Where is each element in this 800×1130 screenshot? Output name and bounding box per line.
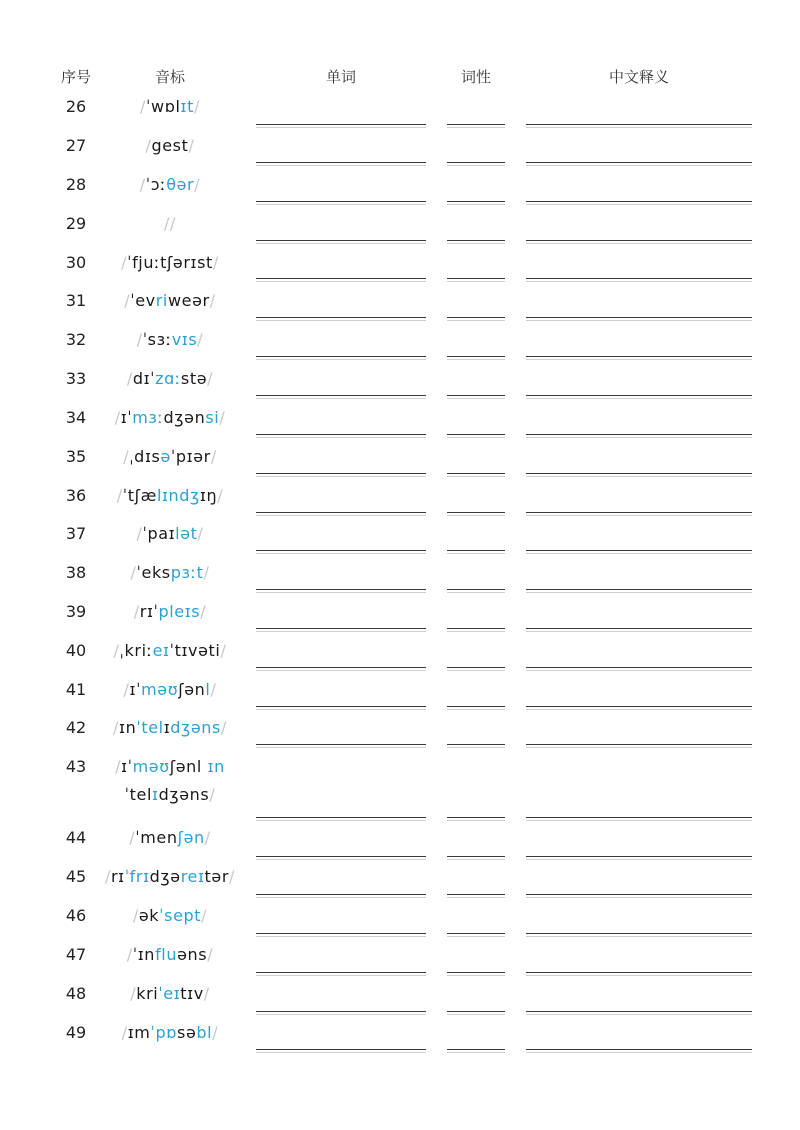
phonetic-highlight: lət [175, 524, 198, 543]
phonetic-segment: ˈtɪvəti [169, 641, 221, 660]
phonetic-cell [80, 486, 260, 505]
word-answer-line[interactable] [256, 356, 426, 357]
slash-close: / [210, 447, 217, 466]
phonetic-cell [80, 641, 260, 660]
pos-answer-line[interactable] [447, 628, 505, 629]
slash-close: / [212, 1023, 219, 1042]
pos-answer-line[interactable] [447, 512, 505, 513]
pos-answer-line[interactable] [447, 667, 505, 668]
slash-open: / [136, 330, 143, 349]
word-answer-line[interactable] [256, 434, 426, 435]
phonetic-segment: ˈev [130, 291, 156, 310]
phonetic-segment: ɪŋ [199, 486, 218, 505]
phonetic-highlight: θər [166, 175, 195, 194]
phonetic-segment: ˈwɒl [146, 97, 181, 116]
phonetic-highlight: ri [155, 291, 168, 310]
phonetic-segment: rɪ [110, 867, 125, 886]
slash-open: / [124, 291, 131, 310]
word-answer-line[interactable] [256, 124, 426, 125]
word-answer-line[interactable] [256, 589, 426, 590]
slash-open: / [123, 680, 130, 699]
phonetic-segment: sə [177, 1023, 197, 1042]
phonetic-cell [80, 291, 260, 310]
header-word: 单词 [325, 68, 357, 86]
slash-close: / [207, 945, 214, 964]
slash-open: / [132, 906, 139, 925]
slash-close: / [200, 602, 207, 621]
phonetic-segment: rɪˈ [139, 602, 159, 621]
meaning-answer-line[interactable] [526, 512, 752, 513]
pos-answer-line[interactable] [447, 1049, 505, 1050]
word-answer-line[interactable] [256, 317, 426, 318]
phonetic-segment: ˈtel [124, 785, 153, 804]
phonetic-highlight: ɪn [207, 757, 225, 776]
row-number: 47 [65, 945, 87, 964]
pos-answer-line[interactable] [447, 550, 505, 551]
row-number: 44 [65, 828, 87, 847]
pos-answer-line[interactable] [447, 473, 505, 474]
phonetic-segment: ˈpɪər [170, 447, 211, 466]
phonetic-highlight: ʃən [177, 828, 205, 847]
meaning-answer-line[interactable] [526, 473, 752, 474]
pos-answer-line[interactable] [447, 972, 505, 973]
phonetic-segment: ʃənl [169, 757, 208, 776]
phonetic-highlight: flu [155, 945, 178, 964]
phonetic-continuation [80, 785, 260, 804]
phonetic-highlight: ɪt [180, 97, 194, 116]
word-answer-line[interactable] [256, 894, 426, 895]
row-number: 26 [65, 97, 87, 116]
word-answer-line[interactable] [256, 240, 426, 241]
slash-open: / [113, 718, 120, 737]
phonetic-cell [80, 1023, 260, 1042]
word-answer-line[interactable] [256, 706, 426, 707]
phonetic-segment: stə [180, 369, 208, 388]
pos-answer-line[interactable] [447, 356, 505, 357]
pos-answer-line[interactable] [447, 240, 505, 241]
slash-open: / [164, 214, 170, 233]
word-answer-line[interactable] [256, 744, 426, 745]
phonetic-highlight: ˈtel [136, 718, 164, 737]
word-answer-line[interactable] [256, 550, 426, 551]
phonetic-segment: ˈeks [136, 563, 171, 582]
slash-open: / [126, 369, 133, 388]
slash-open: / [139, 175, 146, 194]
row-number: 41 [65, 680, 87, 699]
slash-open: / [113, 641, 120, 660]
pos-answer-line[interactable] [447, 201, 505, 202]
slash-close: / [197, 524, 204, 543]
word-answer-line[interactable] [256, 512, 426, 513]
meaning-answer-line[interactable] [526, 317, 752, 318]
phonetic-highlight: pleɪs [158, 602, 201, 621]
meaning-answer-line[interactable] [526, 434, 752, 435]
phonetic-segment: ˈɔː [145, 175, 167, 194]
phonetic-cell [80, 906, 260, 925]
phonetic-highlight: məʊ [141, 680, 179, 699]
phonetic-cell [80, 369, 260, 388]
slash-close: / [197, 330, 204, 349]
word-answer-line[interactable] [256, 667, 426, 668]
slash-open: / [104, 867, 111, 886]
meaning-answer-line[interactable] [526, 667, 752, 668]
phonetic-highlight: ˈsept [159, 906, 202, 925]
word-answer-line[interactable] [256, 1049, 426, 1050]
meaning-answer-line[interactable] [526, 395, 752, 396]
meaning-answer-line[interactable] [526, 162, 752, 163]
slash-close: / [201, 906, 208, 925]
phonetic-cell [80, 214, 260, 233]
phonetic-segment: tɪv [180, 984, 204, 1003]
phonetic-segment: əns [177, 945, 208, 964]
phonetic-cell [80, 945, 260, 964]
slash-open: / [121, 1023, 128, 1042]
pos-answer-line[interactable] [447, 278, 505, 279]
row-number: 36 [65, 486, 87, 505]
phonetic-highlight: lɪndʒ [156, 486, 200, 505]
phonetic-segment: tər [204, 867, 230, 886]
phonetic-cell [80, 718, 260, 737]
word-answer-line[interactable] [256, 473, 426, 474]
phonetic-segment: ɪˈ [121, 757, 133, 776]
phonetic-cell [80, 408, 260, 427]
slash-open: / [133, 602, 140, 621]
phonetic-segment: ˈpaɪ [142, 524, 176, 543]
slash-open: / [140, 97, 147, 116]
meaning-answer-line[interactable] [526, 550, 752, 551]
slash-close: / [204, 828, 211, 847]
pos-answer-line[interactable] [447, 933, 505, 934]
phonetic-highlight: ˈeɪ [158, 984, 181, 1003]
slash-open: / [116, 486, 123, 505]
header-chinese-meaning: 中文释义 [608, 68, 670, 86]
phonetic-segment: ˈɪn [132, 945, 156, 964]
phonetic-segment: ɪ [163, 718, 171, 737]
slash-close: / [217, 486, 224, 505]
slash-open: / [130, 984, 137, 1003]
meaning-answer-line[interactable] [526, 589, 752, 590]
phonetic-segment: ˈmen [135, 828, 178, 847]
phonetic-segment: ˈsɜː [142, 330, 172, 349]
meaning-answer-line[interactable] [526, 817, 752, 818]
phonetic-segment: ək [138, 906, 160, 925]
word-answer-line[interactable] [256, 933, 426, 934]
row-number: 31 [65, 291, 87, 310]
phonetic-cell [80, 984, 260, 1003]
meaning-answer-line[interactable] [526, 894, 752, 895]
word-answer-line[interactable] [256, 628, 426, 629]
meaning-answer-line[interactable] [526, 933, 752, 934]
phonetic-cell [80, 524, 260, 543]
word-answer-line[interactable] [256, 1011, 426, 1012]
slash-open: / [145, 136, 152, 155]
phonetic-highlight: ˈpɒ [150, 1023, 178, 1042]
slash-open: / [130, 563, 137, 582]
phonetic-cell [80, 563, 260, 582]
pos-answer-line[interactable] [447, 706, 505, 707]
slash-open: / [115, 757, 122, 776]
meaning-answer-line[interactable] [526, 972, 752, 973]
row-number: 42 [65, 718, 87, 737]
row-number: 32 [65, 330, 87, 349]
slash-close: / [203, 984, 210, 1003]
phonetic-segment: ʃən [178, 680, 206, 699]
row-number: 29 [65, 214, 87, 233]
phonetic-segment: dɪˈ [132, 369, 156, 388]
slash-close: / [212, 253, 219, 272]
slash-open: / [114, 408, 121, 427]
slash-open: / [126, 945, 133, 964]
phonetic-highlight: məʊ [132, 757, 170, 776]
pos-answer-line[interactable] [447, 894, 505, 895]
word-answer-line[interactable] [256, 201, 426, 202]
pos-answer-line[interactable] [447, 589, 505, 590]
phonetic-segment: ɪˈ [120, 408, 133, 427]
phonetic-segment: dʒəns [158, 785, 210, 804]
word-answer-line[interactable] [256, 817, 426, 818]
meaning-answer-line[interactable] [526, 628, 752, 629]
pos-answer-line[interactable] [447, 1011, 505, 1012]
word-answer-line[interactable] [256, 395, 426, 396]
row-number: 38 [65, 563, 87, 582]
meaning-answer-line[interactable] [526, 706, 752, 707]
header-number: 序号 [60, 68, 92, 86]
meaning-answer-line[interactable] [526, 201, 752, 202]
meaning-answer-line[interactable] [526, 124, 752, 125]
pos-answer-line[interactable] [447, 317, 505, 318]
slash-close: / [220, 641, 227, 660]
phonetic-segment: ˈtʃæ [122, 486, 157, 505]
slash-close: / [194, 175, 201, 194]
meaning-answer-line[interactable] [526, 240, 752, 241]
row-number: 28 [65, 175, 87, 194]
phonetic-cell [80, 867, 260, 886]
row-number: 40 [65, 641, 87, 660]
phonetic-segment: kri [136, 984, 159, 1003]
header-part-of-speech: 词性 [460, 68, 492, 86]
row-number: 34 [65, 408, 87, 427]
row-number: 43 [65, 757, 87, 776]
phonetic-segment: ˌkriː [119, 641, 153, 660]
row-number: 46 [65, 906, 87, 925]
pos-answer-line[interactable] [447, 395, 505, 396]
phonetic-segment: dʒən [163, 408, 206, 427]
slash-open: / [121, 253, 128, 272]
phonetic-segment: ɪn [119, 718, 137, 737]
row-number: 30 [65, 253, 87, 272]
slash-close: / [229, 867, 236, 886]
slash-close: / [188, 136, 195, 155]
phonetic-segment: ˈfjuːtʃərɪst [127, 253, 213, 272]
phonetic-segment: dʒə [149, 867, 181, 886]
meaning-answer-line[interactable] [526, 278, 752, 279]
phonetic-highlight: vɪs [171, 330, 198, 349]
phonetic-cell [80, 447, 260, 466]
phonetic-highlight: mɜː [132, 408, 164, 427]
phonetic-cell [80, 757, 260, 804]
slash-open: / [123, 447, 130, 466]
phonetic-highlight: zɑː [155, 369, 181, 388]
phonetic-segment: weər [167, 291, 210, 310]
slash-close: / [209, 785, 216, 804]
meaning-answer-line[interactable] [526, 856, 752, 857]
phonetic-highlight: ɪ [152, 785, 159, 804]
word-answer-line[interactable] [256, 278, 426, 279]
header-phonetic: 音标 [154, 68, 186, 86]
phonetic-segment: ɪˈ [129, 680, 142, 699]
slash-open: / [129, 828, 136, 847]
row-number: 49 [65, 1023, 87, 1042]
row-number: 35 [65, 447, 87, 466]
row-number: 39 [65, 602, 87, 621]
slash-open: / [136, 524, 143, 543]
phonetic-cell [80, 602, 260, 621]
pos-answer-line[interactable] [447, 744, 505, 745]
slash-close: / [219, 408, 226, 427]
slash-close: / [220, 718, 227, 737]
phonetic-cell [80, 253, 260, 272]
slash-close: / [209, 291, 216, 310]
word-answer-line[interactable] [256, 162, 426, 163]
phonetic-cell [80, 828, 260, 847]
phonetic-highlight: ə [160, 447, 171, 466]
row-number: 27 [65, 136, 87, 155]
phonetic-segment: gest [151, 136, 189, 155]
slash-close: / [203, 563, 210, 582]
phonetic-cell [80, 680, 260, 699]
phonetic-cell [80, 175, 260, 194]
slash-close: / [210, 680, 217, 699]
meaning-answer-line[interactable] [526, 744, 752, 745]
pos-answer-line[interactable] [447, 162, 505, 163]
word-answer-line[interactable] [256, 972, 426, 973]
pos-answer-line[interactable] [447, 434, 505, 435]
phonetic-cell [80, 136, 260, 155]
row-number: 37 [65, 524, 87, 543]
meaning-answer-line[interactable] [526, 1049, 752, 1050]
phonetic-segment: ɪm [127, 1023, 151, 1042]
row-number: 45 [65, 867, 87, 886]
slash-close: / [193, 97, 200, 116]
phonetic-highlight: reɪ [180, 867, 205, 886]
meaning-answer-line[interactable] [526, 356, 752, 357]
slash-close: / [170, 214, 176, 233]
phonetic-cell [80, 97, 260, 116]
phonetic-highlight: l [205, 680, 211, 699]
row-number: 48 [65, 984, 87, 1003]
phonetic-highlight: ˈfrɪ [124, 867, 150, 886]
row-number: 33 [65, 369, 87, 388]
phonetic-segment: ˌdɪs [129, 447, 161, 466]
phonetic-highlight: bl [196, 1023, 213, 1042]
phonetic-highlight: dʒəns [170, 718, 221, 737]
word-answer-line[interactable] [256, 856, 426, 857]
phonetic-highlight: eɪ [152, 641, 170, 660]
pos-answer-line[interactable] [447, 856, 505, 857]
slash-close: / [207, 369, 214, 388]
meaning-answer-line[interactable] [526, 1011, 752, 1012]
phonetic-highlight: pɜːt [170, 563, 204, 582]
pos-answer-line[interactable] [447, 124, 505, 125]
phonetic-cell [80, 330, 260, 349]
phonetic-highlight: si [205, 408, 220, 427]
pos-answer-line[interactable] [447, 817, 505, 818]
